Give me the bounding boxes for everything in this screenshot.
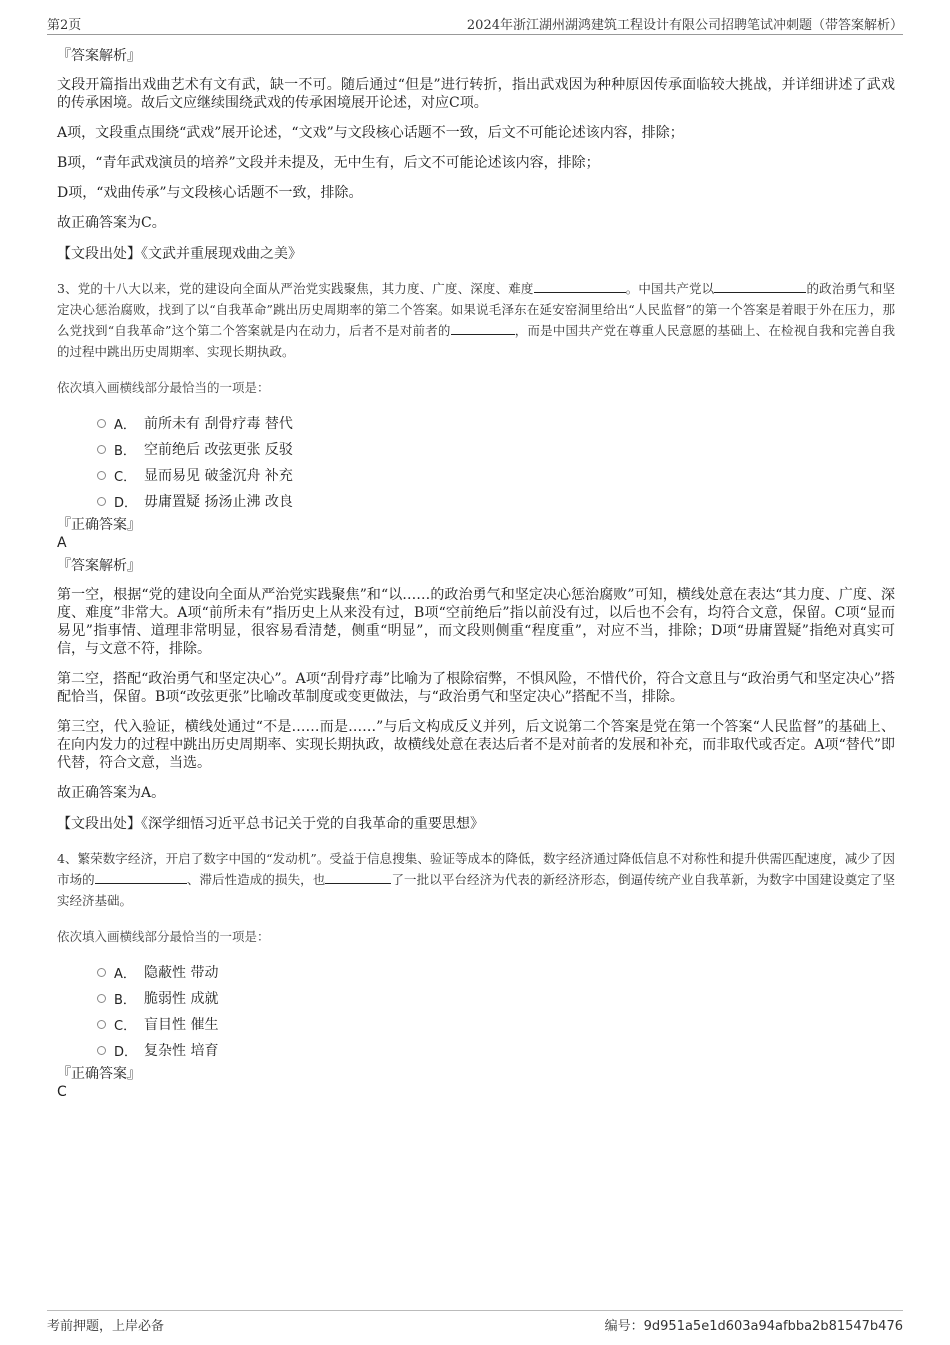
q3-stem-part-c: 的政治勇气和坚定决心惩治腐败，找到了以“自我革命”跳出历史周期率的第二个答案。如果说毛泽东在延安窑洞里给出“人民监督”的第一个答案是着眼于外在压力，那么党找到“自我革命”这个第二个答案就是内在动力，后者不是对前者的 [57, 281, 895, 338]
q3-blank-2 [714, 280, 806, 293]
option-text: 复杂性 培育 [144, 1043, 219, 1059]
option-letter: B． [114, 443, 136, 459]
option-letter: C． [114, 1018, 137, 1034]
option-text: 前所未有 刮骨疗毒 替代 [144, 416, 293, 432]
radio-icon[interactable] [97, 419, 106, 428]
page-header [47, 14, 903, 35]
q4-stem-part-b: 、滞后性造成的损失，也 [186, 872, 326, 887]
q3-options [97, 410, 895, 514]
q3-blank-1 [534, 280, 626, 293]
q2-analysis-p1: 文段开篇指出戏曲艺术有文有武，缺一不可。随后通过“但是”进行转折，指出武戏因为种种原因传承面临较大挑战，并详细讲述了武戏的传承困境。故后文应继续围绕武戏的传承困境展开论述，对应C项。 [57, 77, 895, 111]
option-letter: A． [114, 966, 136, 982]
q4-blank-1 [95, 871, 187, 884]
q2-analysis-p5: 故正确答案为C。 [57, 215, 166, 231]
radio-icon[interactable] [97, 994, 106, 1003]
footer-code-value: 9d951a5e1d603a94afbba2b81547b476 [643, 1319, 903, 1334]
page-content [57, 42, 895, 1105]
page-footer [47, 1310, 903, 1335]
q4-stem-part-c: 了一批以平台经济为代表的新经济形态，倒逼传统产业自我革新，为数字中国建设奠定了坚实经济基础。 [57, 872, 895, 908]
q3-analysis-p3: 第三空，代入验证，横线处通过“不是……而是……”与后文构成反义并列，后文说第二个答案是党在第一个答案“人民监督”的基础上、在向内发力的过程中跳出历史周期率、实现长期执政，故横线处意在表达后者不是对前者的发展和补充，而非取代或否定。A项“替代”即代替，符合文意，当选。 [57, 719, 895, 771]
q3-answer: A [57, 535, 67, 551]
q4-answer-label: 『正确答案』 [57, 1066, 141, 1082]
q3-option-b[interactable] [97, 436, 895, 462]
option-text: 空前绝后 改弦更张 反驳 [144, 442, 293, 458]
radio-icon[interactable] [97, 497, 106, 506]
q3-blank-3 [451, 322, 515, 335]
option-text: 毋庸置疑 扬汤止沸 改良 [144, 494, 293, 510]
option-text: 显而易见 破釜沉舟 补充 [144, 468, 293, 484]
option-letter: B． [114, 992, 136, 1008]
q3-stem-part-b: 。中国共产党以 [625, 281, 715, 296]
footer-slogan: 考前押题，上岸必备 [47, 1319, 165, 1334]
q2-source: 【文段出处】《文武并重展现戏曲之美》 [57, 246, 302, 262]
q3-stem-part-d: ，而是中国共产党在尊重人民意愿的基础上、在检视自我和完善自我的过程中跳出历史周期率、实现长期执政。 [57, 323, 895, 359]
radio-icon[interactable] [97, 968, 106, 977]
radio-icon[interactable] [97, 1046, 106, 1055]
q2-analysis-p2: A项，文段重点围绕“武戏”展开论述，“文戏”与文段核心话题不一致，后文不可能论述该内容，排除； [57, 125, 684, 141]
q4-option-c[interactable] [97, 1011, 895, 1037]
q4-answer: C [57, 1084, 67, 1100]
q4-prompt: 依次填入画横线部分最恰当的一项是： [57, 929, 270, 944]
q3-stem [57, 278, 895, 362]
radio-icon[interactable] [97, 1020, 106, 1029]
q2-analysis-label: 『答案解析』 [57, 48, 141, 64]
q3-analysis-p1: 第一空，根据“党的建设向全面从严治党实践聚焦”和“以……的政治勇气和坚定决心惩治腐败”可知，横线处意在表达“其力度、广度、深度、难度”非常大。A项“前所未有”指历史上从来没有过，B项“空前绝后”指以前没有过，以后也不会有，均符合文意，保留。C项“显而易见”指事情、道理非常明显，很容易看清楚，侧重“明显”，而文段则侧重“程度重”，对应不当，排除；D项“毋庸置疑”指绝对真实可信，与文意不符，排除。 [57, 587, 895, 657]
q3-option-d[interactable] [97, 488, 895, 514]
radio-icon[interactable] [97, 471, 106, 480]
option-letter: C． [114, 469, 137, 485]
footer-code [605, 1315, 903, 1334]
q3-analysis-p2: 第二空，搭配“政治勇气和坚定决心”。A项“刮骨疗毒”比喻为了根除宿弊，不惧风险，不惜代价，符合文意且与“政治勇气和坚定决心”搭配恰当，保留。B项“改弦更张”比喻改革制度或变更做法，与“政治勇气和坚定决心”搭配不当，排除。 [57, 671, 895, 705]
question-3 [57, 278, 895, 834]
footer-code-label: 编号： [604, 1319, 644, 1334]
q2-analysis-p3: B项，“青年武戏演员的培养”文段并未提及，无中生有，后文不可能论述该内容，排除； [57, 155, 600, 171]
q4-option-b[interactable] [97, 985, 895, 1011]
q4-stem [57, 848, 895, 911]
q3-answer-label: 『正确答案』 [57, 517, 141, 533]
option-letter: D． [114, 1044, 138, 1060]
document-title: 2024年浙江湖州湖鸿建筑工程设计有限公司招聘笔试冲刺题（带答案解析） [466, 18, 903, 33]
q2-analysis-p4: D项，“戏曲传承”与文段核心话题不一致，排除。 [57, 185, 363, 201]
option-text: 盲目性 催生 [144, 1017, 219, 1033]
q3-option-a[interactable] [97, 410, 895, 436]
q4-stem-part-a: 4、繁荣数字经济，开启了数字中国的“发动机”。受益于信息搜集、验证等成本的降低，数字经济通过降低信息不对称性和提升供需匹配速度，减少了因市场的 [57, 851, 895, 887]
q4-option-a[interactable] [97, 959, 895, 985]
option-letter: A． [114, 417, 136, 433]
q4-options [97, 959, 895, 1063]
option-text: 隐蔽性 带动 [144, 965, 219, 981]
q3-source: 【文段出处】《深学细悟习近平总书记关于党的自我革命的重要思想》 [57, 816, 484, 832]
question-4 [57, 848, 895, 1101]
q3-analysis-label: 『答案解析』 [57, 558, 141, 574]
q3-option-c[interactable] [97, 462, 895, 488]
q3-stem-part-a: 3、党的十八大以来，党的建设向全面从严治党实践聚焦，其力度、广度、深度、难度 [57, 281, 534, 296]
page-number: 第2页 [47, 18, 82, 33]
q4-option-d[interactable] [97, 1037, 895, 1063]
option-text: 脆弱性 成就 [144, 991, 219, 1007]
q3-analysis-p4: 故正确答案为A。 [57, 785, 166, 801]
q4-blank-2 [325, 871, 391, 884]
option-letter: D． [114, 495, 138, 511]
q3-prompt: 依次填入画横线部分最恰当的一项是： [57, 380, 270, 395]
radio-icon[interactable] [97, 445, 106, 454]
